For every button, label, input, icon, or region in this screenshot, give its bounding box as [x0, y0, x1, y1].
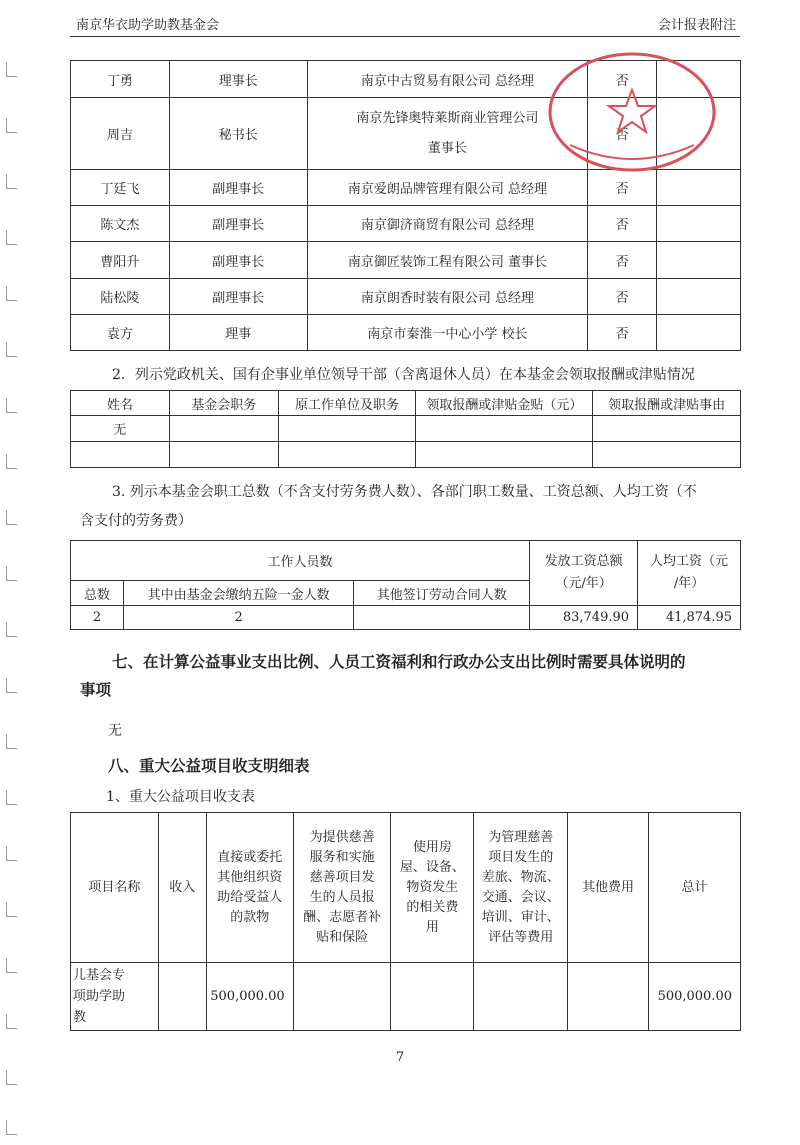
leader-flag: 否 — [588, 279, 657, 315]
table-header-row — [71, 541, 741, 581]
binding-mark — [6, 678, 17, 693]
staff-table — [70, 540, 741, 630]
col-header: 原工作单位及职务 — [278, 391, 416, 416]
officials-pay-table — [70, 390, 741, 468]
empty-cell — [416, 416, 593, 442]
leader-name: 丁廷飞 — [71, 170, 170, 206]
col-header-line: 项目名称 — [88, 879, 141, 895]
leader-unit: 南京御匠装饰工程有限公司 董事长 — [307, 242, 588, 279]
salary-average: 41,874.95 — [638, 606, 741, 630]
leader-flag: 否 — [588, 170, 657, 206]
empty-cell — [71, 442, 170, 468]
col-header-line: 的款物 — [230, 909, 270, 925]
empty-cell — [657, 315, 741, 351]
binding-mark — [6, 342, 17, 357]
binding-mark — [6, 62, 17, 77]
binding-mark — [6, 230, 17, 245]
empty-cell — [278, 416, 416, 442]
table-row — [71, 61, 741, 98]
col-header-line: 的相关费 — [406, 899, 459, 915]
empty-cell — [657, 279, 741, 315]
leader-role: 理事长 — [169, 61, 307, 98]
none-value: 无 — [71, 416, 170, 442]
section3-line1: 3. 列示本基金会职工总数（不含支付劳务费人数）、各部门职工数量、工资总额、人均工资（不 — [112, 484, 697, 500]
major-projects-table — [70, 812, 741, 1031]
binding-mark — [6, 1014, 17, 1029]
col-header-line: 其他费用 — [582, 879, 635, 895]
leader-name: 曹阳升 — [71, 242, 170, 279]
binding-mark — [6, 1120, 17, 1135]
empty-cell — [657, 170, 741, 206]
leader-flag: 否 — [588, 61, 657, 98]
project-name-line: 项助学助 — [73, 989, 126, 1004]
salary-header-line2: （元/年） — [555, 576, 612, 591]
section8-subtitle: 1、重大公益项目收支表 — [106, 789, 255, 805]
col-header-line: 物资发生 — [406, 879, 459, 895]
project-direct-aid: 500,000.00 — [206, 963, 293, 1031]
table-header-row — [71, 391, 741, 416]
col-header-line: 用 — [425, 919, 439, 935]
table-row — [71, 98, 741, 170]
binding-mark — [6, 454, 17, 469]
col-header-line: 使用房 — [412, 839, 452, 855]
section7-content: 无 — [108, 723, 122, 739]
binding-mark — [6, 174, 17, 189]
page-number: 7 — [395, 1050, 405, 1065]
page-header — [70, 0, 740, 37]
binding-mark — [6, 510, 17, 525]
col-header-line: 慈善项目发 — [309, 869, 375, 885]
leader-unit-line1: 南京先锋奥特莱斯商业管理公司 — [356, 110, 539, 126]
col-header: 姓名 — [71, 391, 170, 416]
leader-name: 周吉 — [71, 98, 170, 170]
col-header-line: 助给受益人 — [217, 889, 283, 905]
col-header-line: 其他组织资 — [217, 869, 283, 885]
col-header — [568, 813, 649, 963]
binding-mark — [6, 118, 17, 133]
leader-role: 理事 — [169, 315, 307, 351]
col-header: 总数 — [71, 581, 124, 606]
header-doc-title: 会计报表附注 — [657, 18, 736, 33]
other-count — [354, 606, 530, 630]
leader-unit: 南京朗香时装有限公司 总经理 — [307, 279, 588, 315]
leaders-table — [70, 60, 741, 351]
section8-title: 八、重大公益项目收支明细表 — [108, 756, 310, 775]
leader-unit: 南京御济商贸有限公司 总经理 — [307, 206, 588, 242]
group-header: 工作人员数 — [71, 541, 530, 581]
col-header — [293, 813, 391, 963]
leader-unit — [307, 98, 588, 170]
leader-role: 副理事长 — [169, 279, 307, 315]
binding-mark — [6, 1070, 17, 1085]
col-header-line: 生的人员报 — [309, 889, 375, 905]
leader-role: 副理事长 — [169, 170, 307, 206]
avg-header-line2: /年） — [673, 576, 705, 591]
col-header-line: 服务和实施 — [309, 849, 375, 865]
salary-header — [530, 541, 638, 606]
table-row — [71, 206, 741, 242]
col-header-line: 为提供慈善 — [309, 829, 375, 845]
leader-role: 副理事长 — [169, 242, 307, 279]
binding-mark — [6, 846, 17, 861]
col-header-line: 项目发生的 — [488, 849, 554, 865]
table-row — [71, 442, 741, 468]
project-staff-cost — [293, 963, 391, 1031]
empty-cell — [278, 442, 416, 468]
leader-flag: 否 — [588, 98, 657, 170]
col-header-line: 评估等费用 — [488, 929, 554, 945]
col-header — [206, 813, 293, 963]
col-header-line: 为管理慈善 — [488, 829, 554, 845]
empty-cell — [657, 242, 741, 279]
binding-mark — [6, 622, 17, 637]
binding-mark — [6, 790, 17, 805]
empty-cell — [169, 442, 278, 468]
binding-mark — [6, 566, 17, 581]
empty-cell — [593, 416, 741, 442]
section7-title-line2: 事项 — [80, 680, 112, 699]
total-count: 2 — [71, 606, 124, 630]
empty-cell — [657, 61, 741, 98]
leader-unit: 南京市秦淮一中心小学 校长 — [307, 315, 588, 351]
col-header-line: 差旅、物流、 — [481, 869, 560, 885]
col-header — [391, 813, 474, 963]
col-header-line: 总计 — [681, 879, 708, 895]
avg-header — [638, 541, 741, 606]
col-header: 领取报酬或津贴金贴（元） — [416, 391, 593, 416]
project-name-line: 教 — [73, 1010, 87, 1025]
col-header: 领取报酬或津贴事由 — [593, 391, 741, 416]
col-header — [71, 813, 159, 963]
col-header-line: 培训、审计、 — [481, 909, 560, 925]
leader-name: 丁勇 — [71, 61, 170, 98]
col-header: 其他签订劳动合同人数 — [354, 581, 530, 606]
table-header-row — [71, 813, 741, 963]
leader-unit: 南京爱朗品牌管理有限公司 总经理 — [307, 170, 588, 206]
table-row — [71, 170, 741, 206]
leader-flag: 否 — [588, 206, 657, 242]
project-admin-cost — [474, 963, 568, 1031]
col-header-line: 屋、设备、 — [399, 859, 465, 875]
col-header — [158, 813, 206, 963]
table-row — [71, 606, 741, 630]
section3-line2: 含支付的劳务费） — [80, 513, 192, 529]
project-name — [71, 963, 159, 1031]
salary-header-line1: 发放工资总额 — [544, 554, 623, 569]
table-row — [71, 963, 741, 1031]
col-header-line: 贴和保险 — [316, 929, 369, 945]
leader-name: 袁方 — [71, 315, 170, 351]
project-name-line: 儿基会专 — [73, 968, 126, 983]
project-total: 500,000.00 — [648, 963, 740, 1031]
empty-cell — [657, 98, 741, 170]
leader-role: 副理事长 — [169, 206, 307, 242]
table-row — [71, 315, 741, 351]
section7-title-line1: 七、在计算公益事业支出比例、人员工资福利和行政办公支出比例时需要具体说明的 — [112, 652, 686, 671]
table-row — [71, 242, 741, 279]
binding-mark — [6, 734, 17, 749]
empty-cell — [657, 206, 741, 242]
leader-unit: 南京中古贸易有限公司 总经理 — [307, 61, 588, 98]
leader-unit-line2: 董事长 — [427, 140, 467, 156]
col-header-line: 直接或委托 — [217, 849, 283, 865]
col-header: 基金会职务 — [169, 391, 278, 416]
header-org: 南京华衣助学助教基金会 — [76, 18, 220, 33]
avg-header-line1: 人均工资（元 — [650, 554, 729, 569]
col-header — [474, 813, 568, 963]
binding-mark — [6, 398, 17, 413]
col-header: 其中由基金会缴纳五险一金人数 — [123, 581, 354, 606]
col-header-line: 酬、志愿者补 — [303, 909, 382, 925]
section2-title: 2．列示党政机关、国有企事业单位领导干部（含离退休人员）在本基金会领取报酬或津贴情况 — [112, 367, 695, 383]
empty-cell — [593, 442, 741, 468]
empty-cell — [416, 442, 593, 468]
leader-name: 陈文杰 — [71, 206, 170, 242]
empty-cell — [169, 416, 278, 442]
leader-flag: 否 — [588, 242, 657, 279]
table-row — [71, 279, 741, 315]
col-header-line: 交通、会议、 — [481, 889, 560, 905]
project-other-cost — [568, 963, 649, 1031]
col-header-line: 收入 — [169, 879, 196, 895]
leader-name: 陆松陵 — [71, 279, 170, 315]
table-row — [71, 416, 741, 442]
insured-count: 2 — [123, 606, 354, 630]
leader-role: 秘书长 — [169, 98, 307, 170]
salary-total: 83,749.90 — [530, 606, 638, 630]
binding-mark — [6, 286, 17, 301]
col-header — [648, 813, 740, 963]
project-facility-cost — [391, 963, 474, 1031]
leader-flag: 否 — [588, 315, 657, 351]
project-income — [158, 963, 206, 1031]
binding-mark — [6, 958, 17, 973]
binding-mark — [6, 902, 17, 917]
